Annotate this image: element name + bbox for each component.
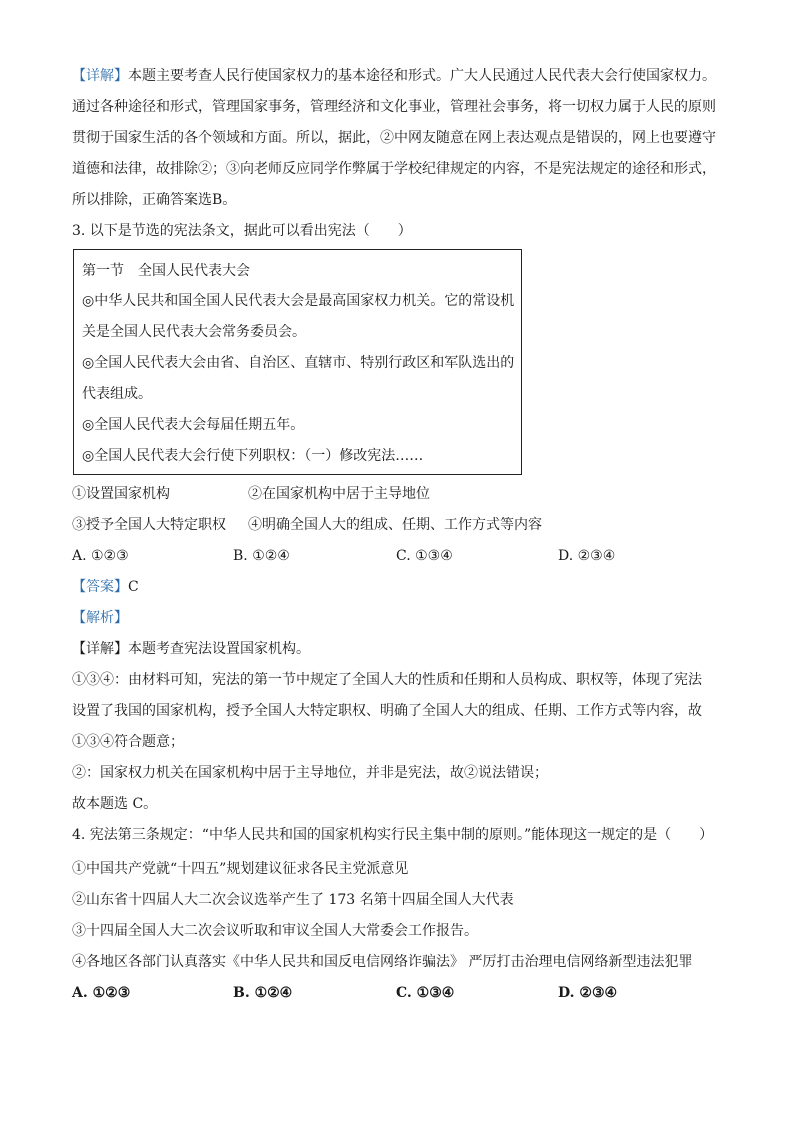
excerpt-line: ◎全国人民代表大会由省、自治区、直辖市、特别行政区和军队选出的 xyxy=(82,355,515,371)
q4-option-b: B. ①②④ xyxy=(233,985,293,1001)
detail-tag: 【详解】 xyxy=(72,68,128,84)
q4-option-c: C. ①③④ xyxy=(396,985,455,1001)
q3-statement-3: ③授予全国人大特定职权 xyxy=(72,517,226,533)
q3-option-c: C. ①③④ xyxy=(396,548,453,564)
constitution-excerpt-box xyxy=(73,249,522,475)
q3-explanation-line: ①③④符合题意； xyxy=(72,734,184,750)
q3-option-b: B. ①②④ xyxy=(233,548,290,564)
excerpt-line: ◎全国人民代表大会行使下列职权：（一）修改宪法…… xyxy=(82,448,424,464)
excerpt-line: ◎中华人民共和国全国人民代表大会是最高国家权力机关。它的常设机 xyxy=(82,293,515,309)
excerpt-heading: 第一节 全国人民代表大会 xyxy=(82,263,250,279)
q3-statement-1: ①设置国家机构 xyxy=(72,486,170,502)
q4-stem: 4. 宪法第三条规定：“中华人民共和国的国家机构实行民主集中制的原则。”能体现这一规定的是（ ） xyxy=(72,827,714,843)
answer-tag: 【答案】 xyxy=(72,579,128,595)
q4-statement-2: ②山东省十四届人大二次会议选举产生了 173 名第十四届全国人大代表 xyxy=(72,892,514,908)
q3-explanation-line: ②：国家权力机关在国家机构中居于主导地位，并非是宪法，故②说法错误； xyxy=(72,765,548,781)
q3-statement-4: ④明确全国人大的组成、任期、工作方式等内容 xyxy=(248,517,542,533)
q4-option-d: D. ②③④ xyxy=(558,985,618,1001)
q2-detail-line-5: 所以排除，正确答案选B。 xyxy=(72,192,237,208)
q4-statement-1: ①中国共产党就“十四五”规划建议征求各民主党派意见 xyxy=(72,861,409,877)
excerpt-line: 代表组成。 xyxy=(82,386,152,402)
q3-answer xyxy=(72,577,139,597)
excerpt-line: 关是全国人民代表大会常务委员会。 xyxy=(82,324,306,340)
answer-value: C xyxy=(128,579,139,595)
q3-detail: 【详解】本题考查宪法设置国家机构。 xyxy=(72,641,310,657)
q3-option-d: D. ②③④ xyxy=(558,548,616,564)
q3-explanation-line: 设置了我国的国家机构，授予全国人大特定职权、明确了全国人大的组成、任期、工作方式等内容，故 xyxy=(72,703,702,719)
q4-statement-3: ③十四届全国人大二次会议听取和审议全国人大常委会工作报告。 xyxy=(72,923,478,939)
excerpt-line: ◎全国人民代表大会每届任期五年。 xyxy=(82,417,305,433)
q4-statement-4: ④各地区各部门认真落实《中华人民共和国反电信网络诈骗法》 严厉打击治理电信网络新型违法犯罪 xyxy=(72,954,693,970)
q2-detail-line-2: 通过各种途径和形式，管理国家事务，管理经济和文化事业，管理社会事务，将一切权力属于人民的原则 xyxy=(72,99,716,115)
q4-option-a: A. ①②③ xyxy=(72,985,131,1001)
q2-detail-line-3: 贯彻于国家生活的各个领域和方面。所以，据此，②中网友随意在网上表达观点是错误的，网上也要遵守 xyxy=(72,130,716,146)
q3-stem: 3. 以下是节选的宪法条文，据此可以看出宪法（ ） xyxy=(72,223,412,239)
q2-detail-line-4: 道德和法律，故排除②；③向老师反应同学作弊属于学校纪律规定的内容，不是宪法规定的途径和形式， xyxy=(72,161,716,177)
q3-option-a: A. ①②③ xyxy=(72,548,129,564)
q3-analysis-tag: 【解析】 xyxy=(72,610,128,626)
q3-explanation-line: 故本题选 C。 xyxy=(72,796,158,812)
q3-statement-2: ②在国家机构中居于主导地位 xyxy=(248,486,430,502)
q2-detail-line-1: 【详解】本题主要考查人民行使国家权力的基本途径和形式。广大人民通过人民代表大会行使国家权力。 xyxy=(72,68,716,84)
q3-explanation-line: ①③④：由材料可知，宪法的第一节中规定了全国人大的性质和任期和人员构成、职权等，体现了宪法 xyxy=(72,672,702,688)
detail-tag: 【详解】 xyxy=(72,641,128,657)
